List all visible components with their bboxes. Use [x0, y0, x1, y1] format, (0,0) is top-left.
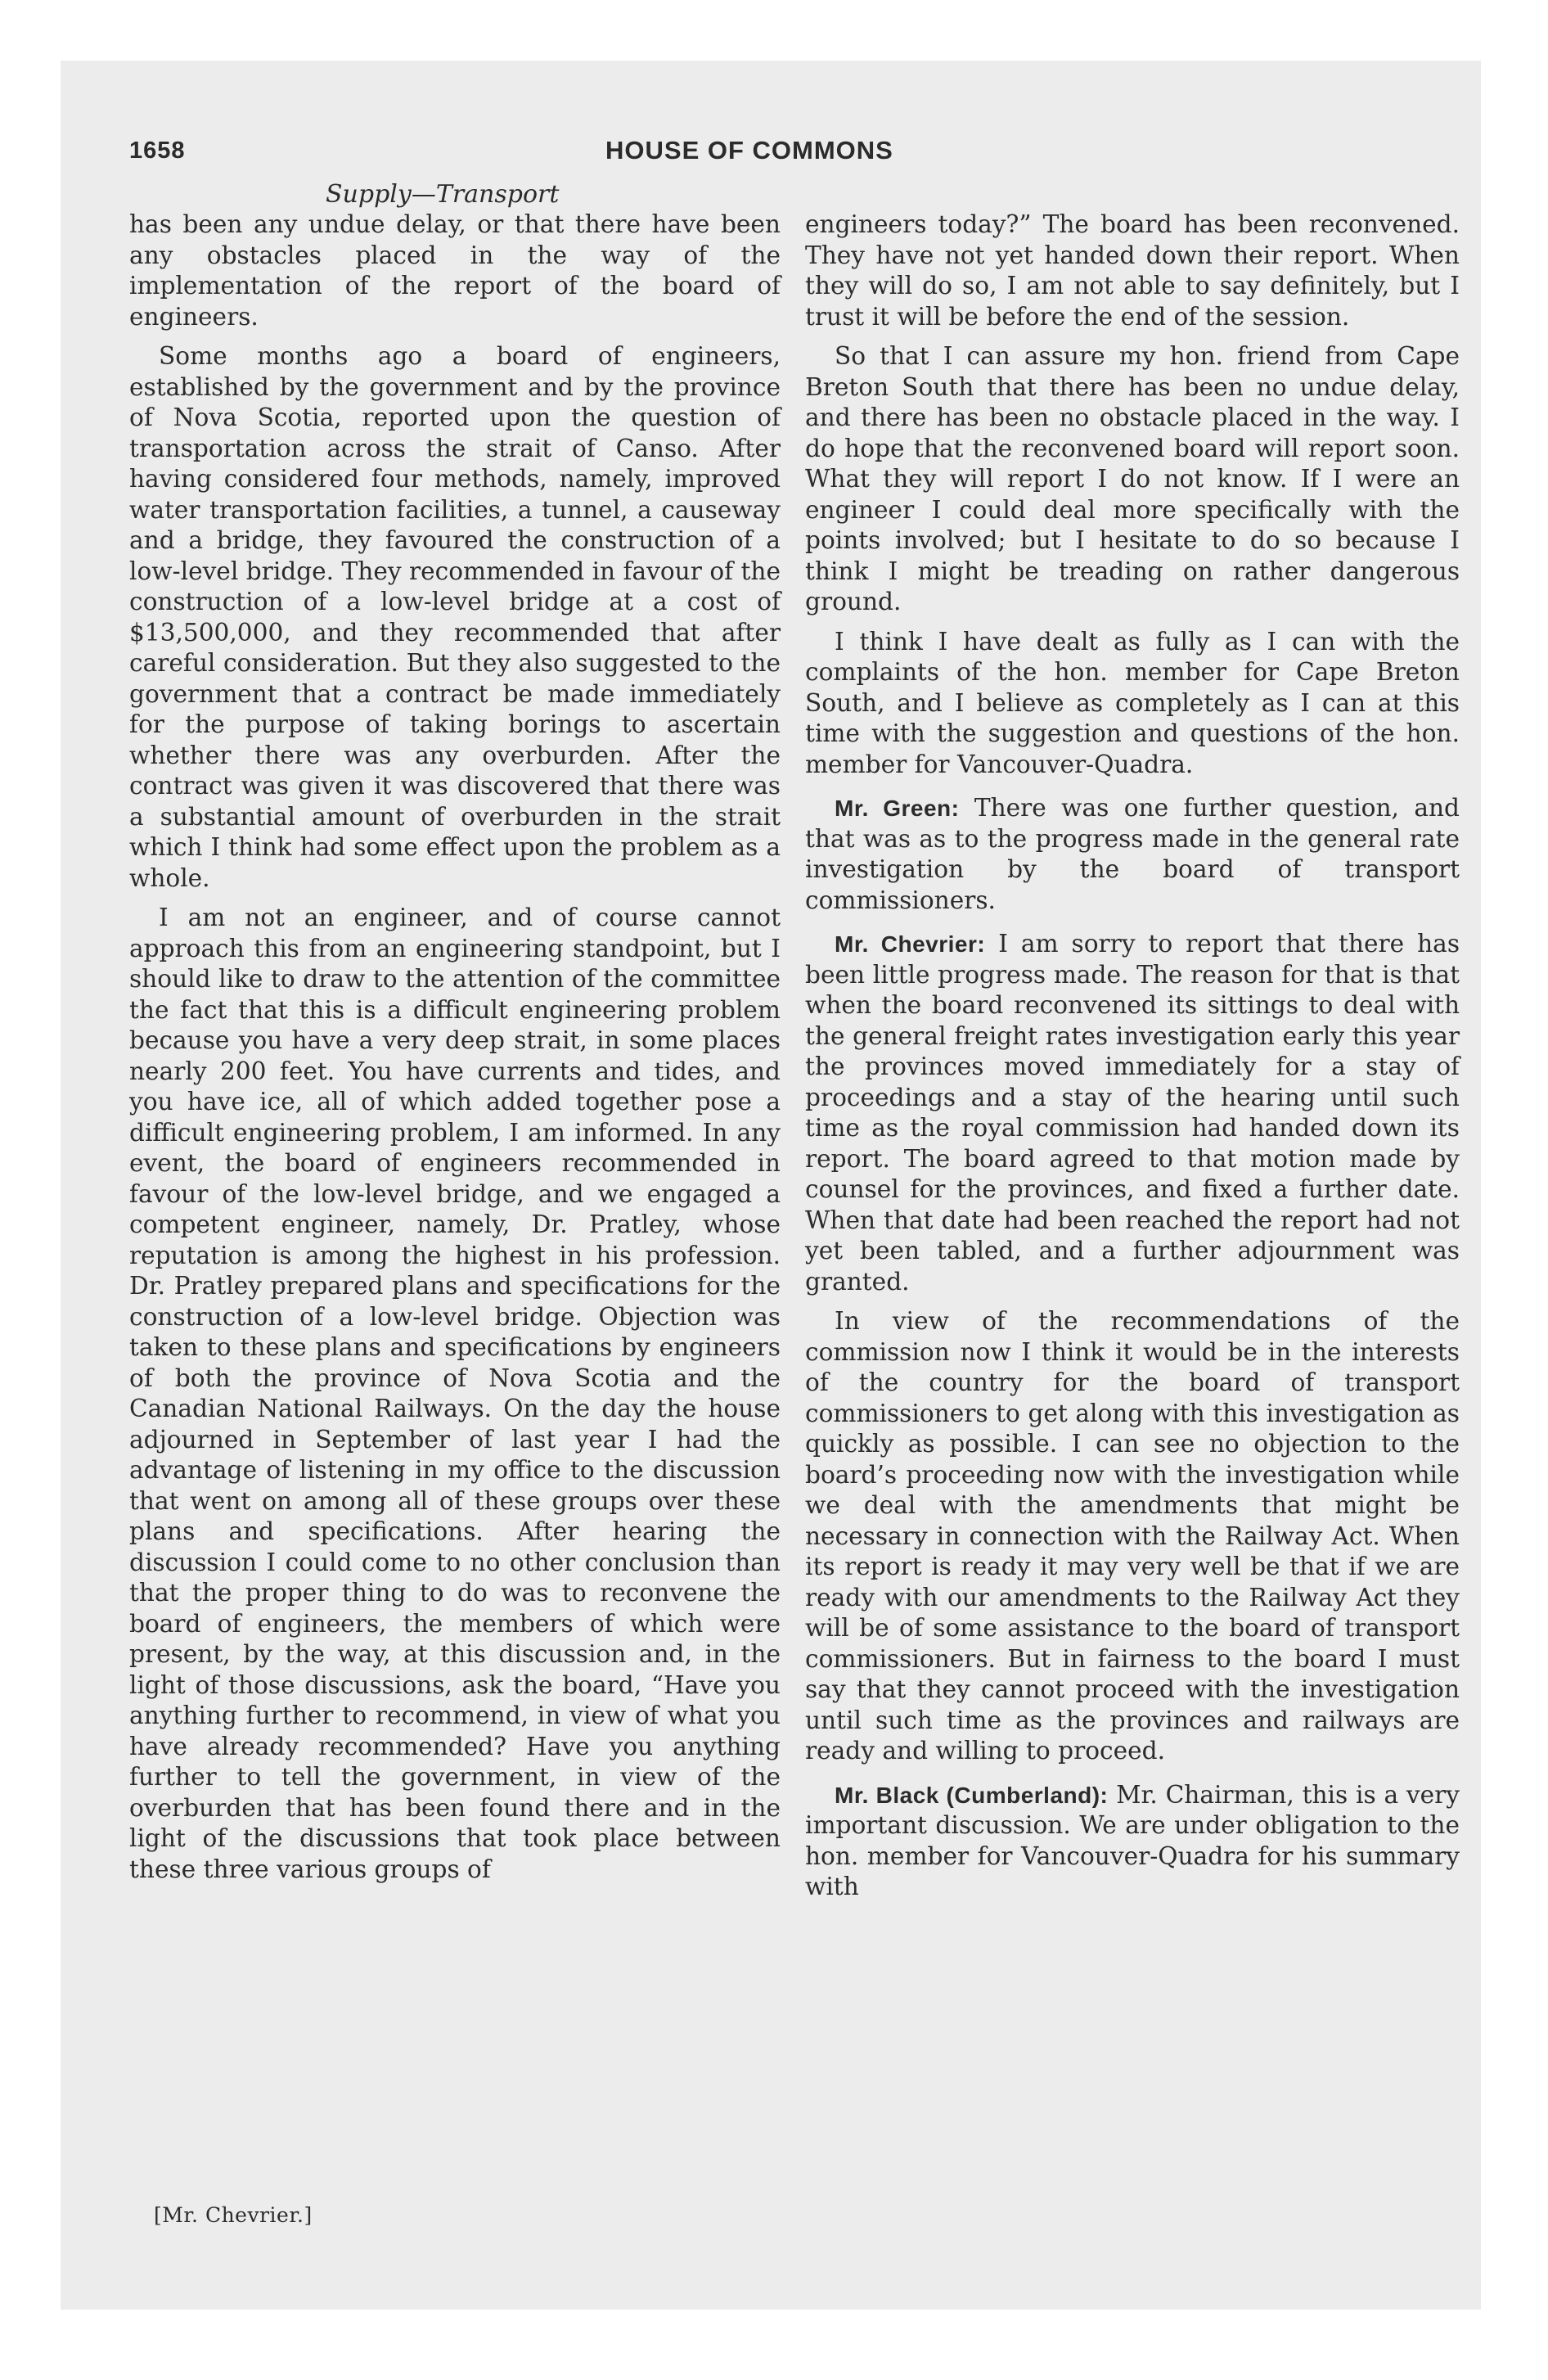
paragraph: Some months ago a board of engineers, established by the government and by the province of Nova Scotia, reported upon the question of transportation across the strait of Canso. After having considered four methods, namely, improved water transportation facilities, a tunnel, a causeway and a bridge, they favoured the construction of a low-level bridge. They recommended in favour of the construction of a low-level bridge at a cost of $13,500,000, and they recommended that after careful consideration. But they also suggested to the government that a contract be made immediately for the purpose of taking borings to ascertain whether there was any overburden. After the contract was given it was discovered that there was a substantial amount of overburden in the strait which I think had some effect upon the problem as a whole. — [129, 342, 781, 892]
section-heading: Supply—Transport — [326, 180, 560, 209]
paragraph: engineers today?” The board has been reconvened. They have not yet handed down their report. When they will do so, I am not able to say definitely, but I trust it will be before the end of the session. — [805, 210, 1460, 331]
speaker-name: Mr. Chevrier: — [835, 931, 986, 957]
paragraph: So that I can assure my hon. friend from Cape Breton South that there has been no undue delay, and there has been no obstacle placed in the way. I do hope that the reconvened board will report soon. What they will report I do not know. If I were an engineer I could deal more specifically with the points involved; but I hesitate to do so because I think I might be treading on rather dangerous ground. — [805, 342, 1460, 615]
speech-chevrier — [805, 929, 1460, 1297]
page-number: 1658 — [129, 137, 186, 164]
running-head: HOUSE OF COMMONS — [605, 136, 893, 165]
paragraph: I am not an engineer, and of course cannot approach this from an engineering standpoint, but I should like to draw to the attention of the committee the fact that this is a difficult engineering problem because you have a very deep strait, in some places nearly 200 feet. You have currents and tides, and you have ice, all of which added together pose a difficult engineering problem, I am informed. In any event, the board of engineers recommended in favour of the low-level bridge, and we engaged a competent engineer, namely, Dr. Pratley, whose reputation is among the highest in his profession. Dr. Pratley prepared plans and specifications for the construction of a low-level bridge. Objection was taken to these plans and specifications by engineers of both the province of Nova Scotia and the Canadian National Railways. On the day the house adjourned in September of last year I had the advantage of listening in my office to the discussion that went on among all of these groups over these plans and specifications. After hearing the discussion I could come to no other conclusion than that the proper thing to do was to reconvene the board of engineers, the members of which were present, by the way, at this discussion and, in the light of those discussions, ask the board, “Have you anything further to recommend, in view of what you have already recommended? Have you anything further to tell the government, in view of the overburden that has been found there and in the light of the discussions that took place between these three various groups of — [129, 904, 781, 1883]
right-column — [805, 210, 1460, 1912]
speaker-name: Mr. Black (Cumberland): — [835, 1782, 1109, 1808]
speaker-attribution: [Mr. Chevrier.] — [154, 2203, 313, 2227]
speech-text: Mr. Chairman, this is a very important discussion. We are under obligation to the hon. member for Vancouver-Quadra for his summary with — [805, 1780, 1460, 1900]
speech-green — [805, 793, 1460, 916]
speech-black — [805, 1780, 1460, 1903]
left-column — [129, 210, 781, 1894]
paragraph: has been any undue delay, or that there have been any obstacles placed in the way of the implementation of the report of the board of engineers. — [129, 210, 781, 331]
paragraph: I think I have dealt as fully as I can with the complaints of the hon. member for Cape Breton South, and I believe as completely as I can at this time with the suggestion and questions of the hon. member for Vancouver-Quadra. — [805, 627, 1460, 778]
speaker-name: Mr. Green: — [835, 796, 960, 821]
speech-text: There was one further question, and that was as to the progress made in the general rate investigation by the board of transport commissioners. — [805, 794, 1460, 914]
paragraph: In view of the recommendations of the commission now I think it would be in the interests of the country for the board of transport commissioners to get along with this investigation as quickly as possible. I can see no objection to the board’s proceeding now with the investigation while we deal with the amendments that might be necessary in connection with the Railway Act. When its report is ready it may very well be that if we are ready with our amendments to the Railway Act they will be of some assistance to the board of transport commissioners. But in fairness to the board I must say that they cannot proceed with the investigation until such time as the provinces and railways are ready and willing to proceed. — [805, 1307, 1460, 1765]
speech-text: I am sorry to report that there has been little progress made. The reason for that is that when the board reconvened its sittings to deal with the general freight rates investigation early this year the provinces moved immediately for a stay of proceedings and a stay of the hearing until such time as the royal commission had handed down its report. The board agreed to that motion made by counsel for the provinces, and fixed a further date. When that date had been reached the report had not yet been tabled, and a further adjournment was granted. — [805, 930, 1460, 1296]
